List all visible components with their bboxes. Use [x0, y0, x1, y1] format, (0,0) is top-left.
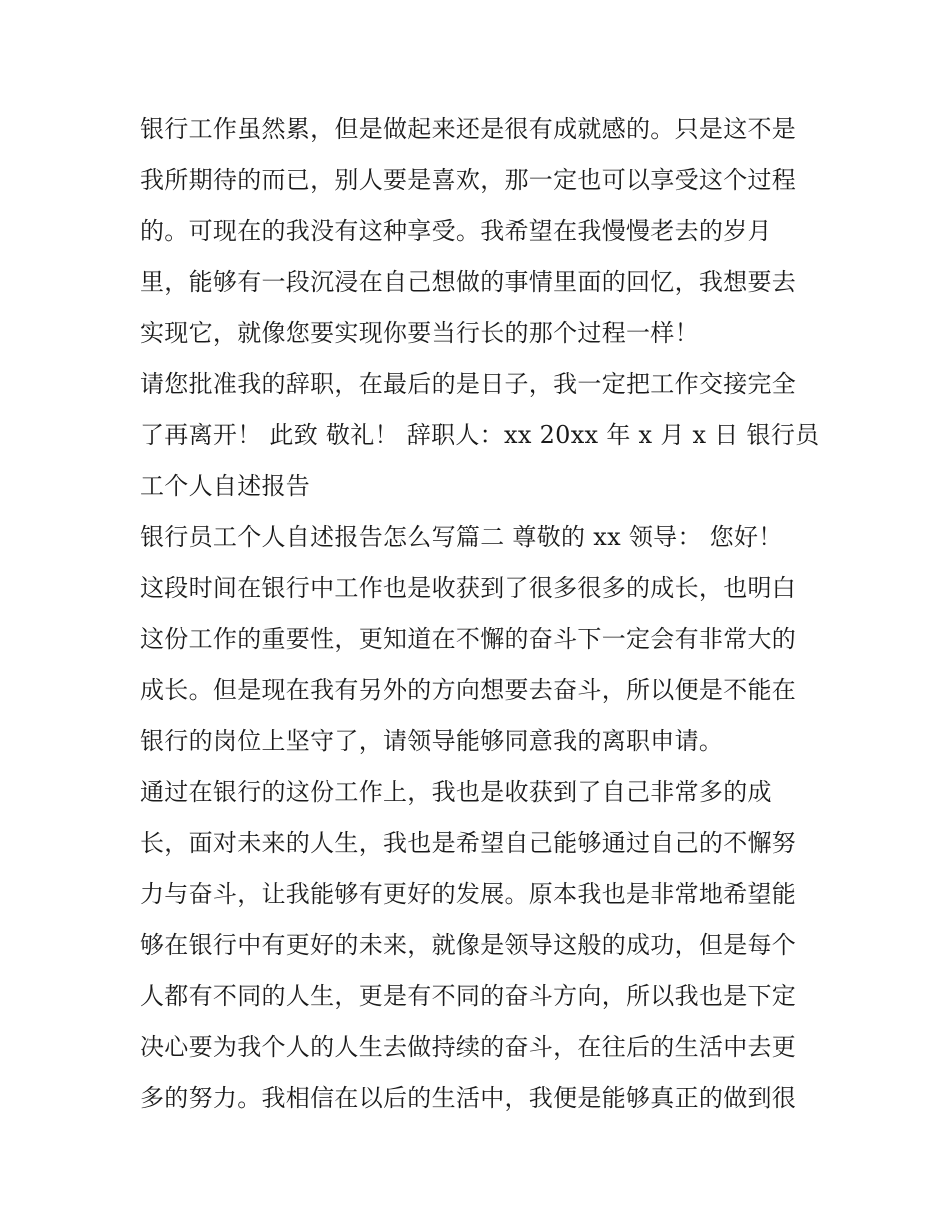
text-line: 里，能够有一段沉浸在自己想做的事情里面的回忆，我想要去 [140, 268, 797, 296]
text-line: 工个人自述报告 [140, 472, 311, 500]
text-line: 银行的岗位上坚守了，请领导能够同意我的离职申请。 [140, 727, 724, 755]
section-heading-line: 银行员工个人自述报告怎么写篇二 尊敬的 xx 领导： 您好！ [140, 523, 783, 551]
text-line: 银行工作虽然累，但是做起来还是很有成就感的。只是这不是 [140, 115, 797, 143]
text-line: 力与奋斗，让我能够有更好的发展。原本我也是非常地希望能 [140, 880, 797, 908]
text-line: 我所期待的而已，别人要是喜欢，那一定也可以享受这个过程 [140, 166, 797, 194]
text-line: 实现它，就像您要实现你要当行长的那个过程一样！ [140, 319, 699, 347]
text-line: 了再离开！ 此致 敬礼！ 辞职人：xx 20xx 年 x 月 x 日 银行员 [140, 421, 820, 449]
text-line: 这段时间在银行中工作也是收获到了很多很多的成长，也明白 [140, 574, 797, 602]
document-body [140, 104, 820, 1124]
text-line: 决心要为我个人的人生去做持续的奋斗，在往后的生活中去更 [140, 1033, 797, 1061]
text-line: 请您批准我的辞职，在最后的是日子，我一定把工作交接完全 [140, 370, 797, 398]
text-line: 这份工作的重要性，更知道在不懈的奋斗下一定会有非常大的 [140, 625, 797, 653]
text-line: 的。可现在的我没有这种享受。我希望在我慢慢老去的岁月 [140, 217, 772, 245]
text-line: 多的努力。我相信在以后的生活中，我便是能够真正的做到很 [140, 1084, 797, 1112]
text-line: 够在银行中有更好的未来，就像是领导这般的成功，但是每个 [140, 931, 797, 959]
text-line: 长，面对未来的人生，我也是希望自己能够通过自己的不懈努 [140, 829, 797, 857]
text-line: 人都有不同的人生，更是有不同的奋斗方向，所以我也是下定 [140, 982, 797, 1010]
text-line: 通过在银行的这份工作上，我也是收获到了自己非常多的成 [140, 778, 772, 806]
text-line: 成长。但是现在我有另外的方向想要去奋斗，所以便是不能在 [140, 676, 797, 704]
